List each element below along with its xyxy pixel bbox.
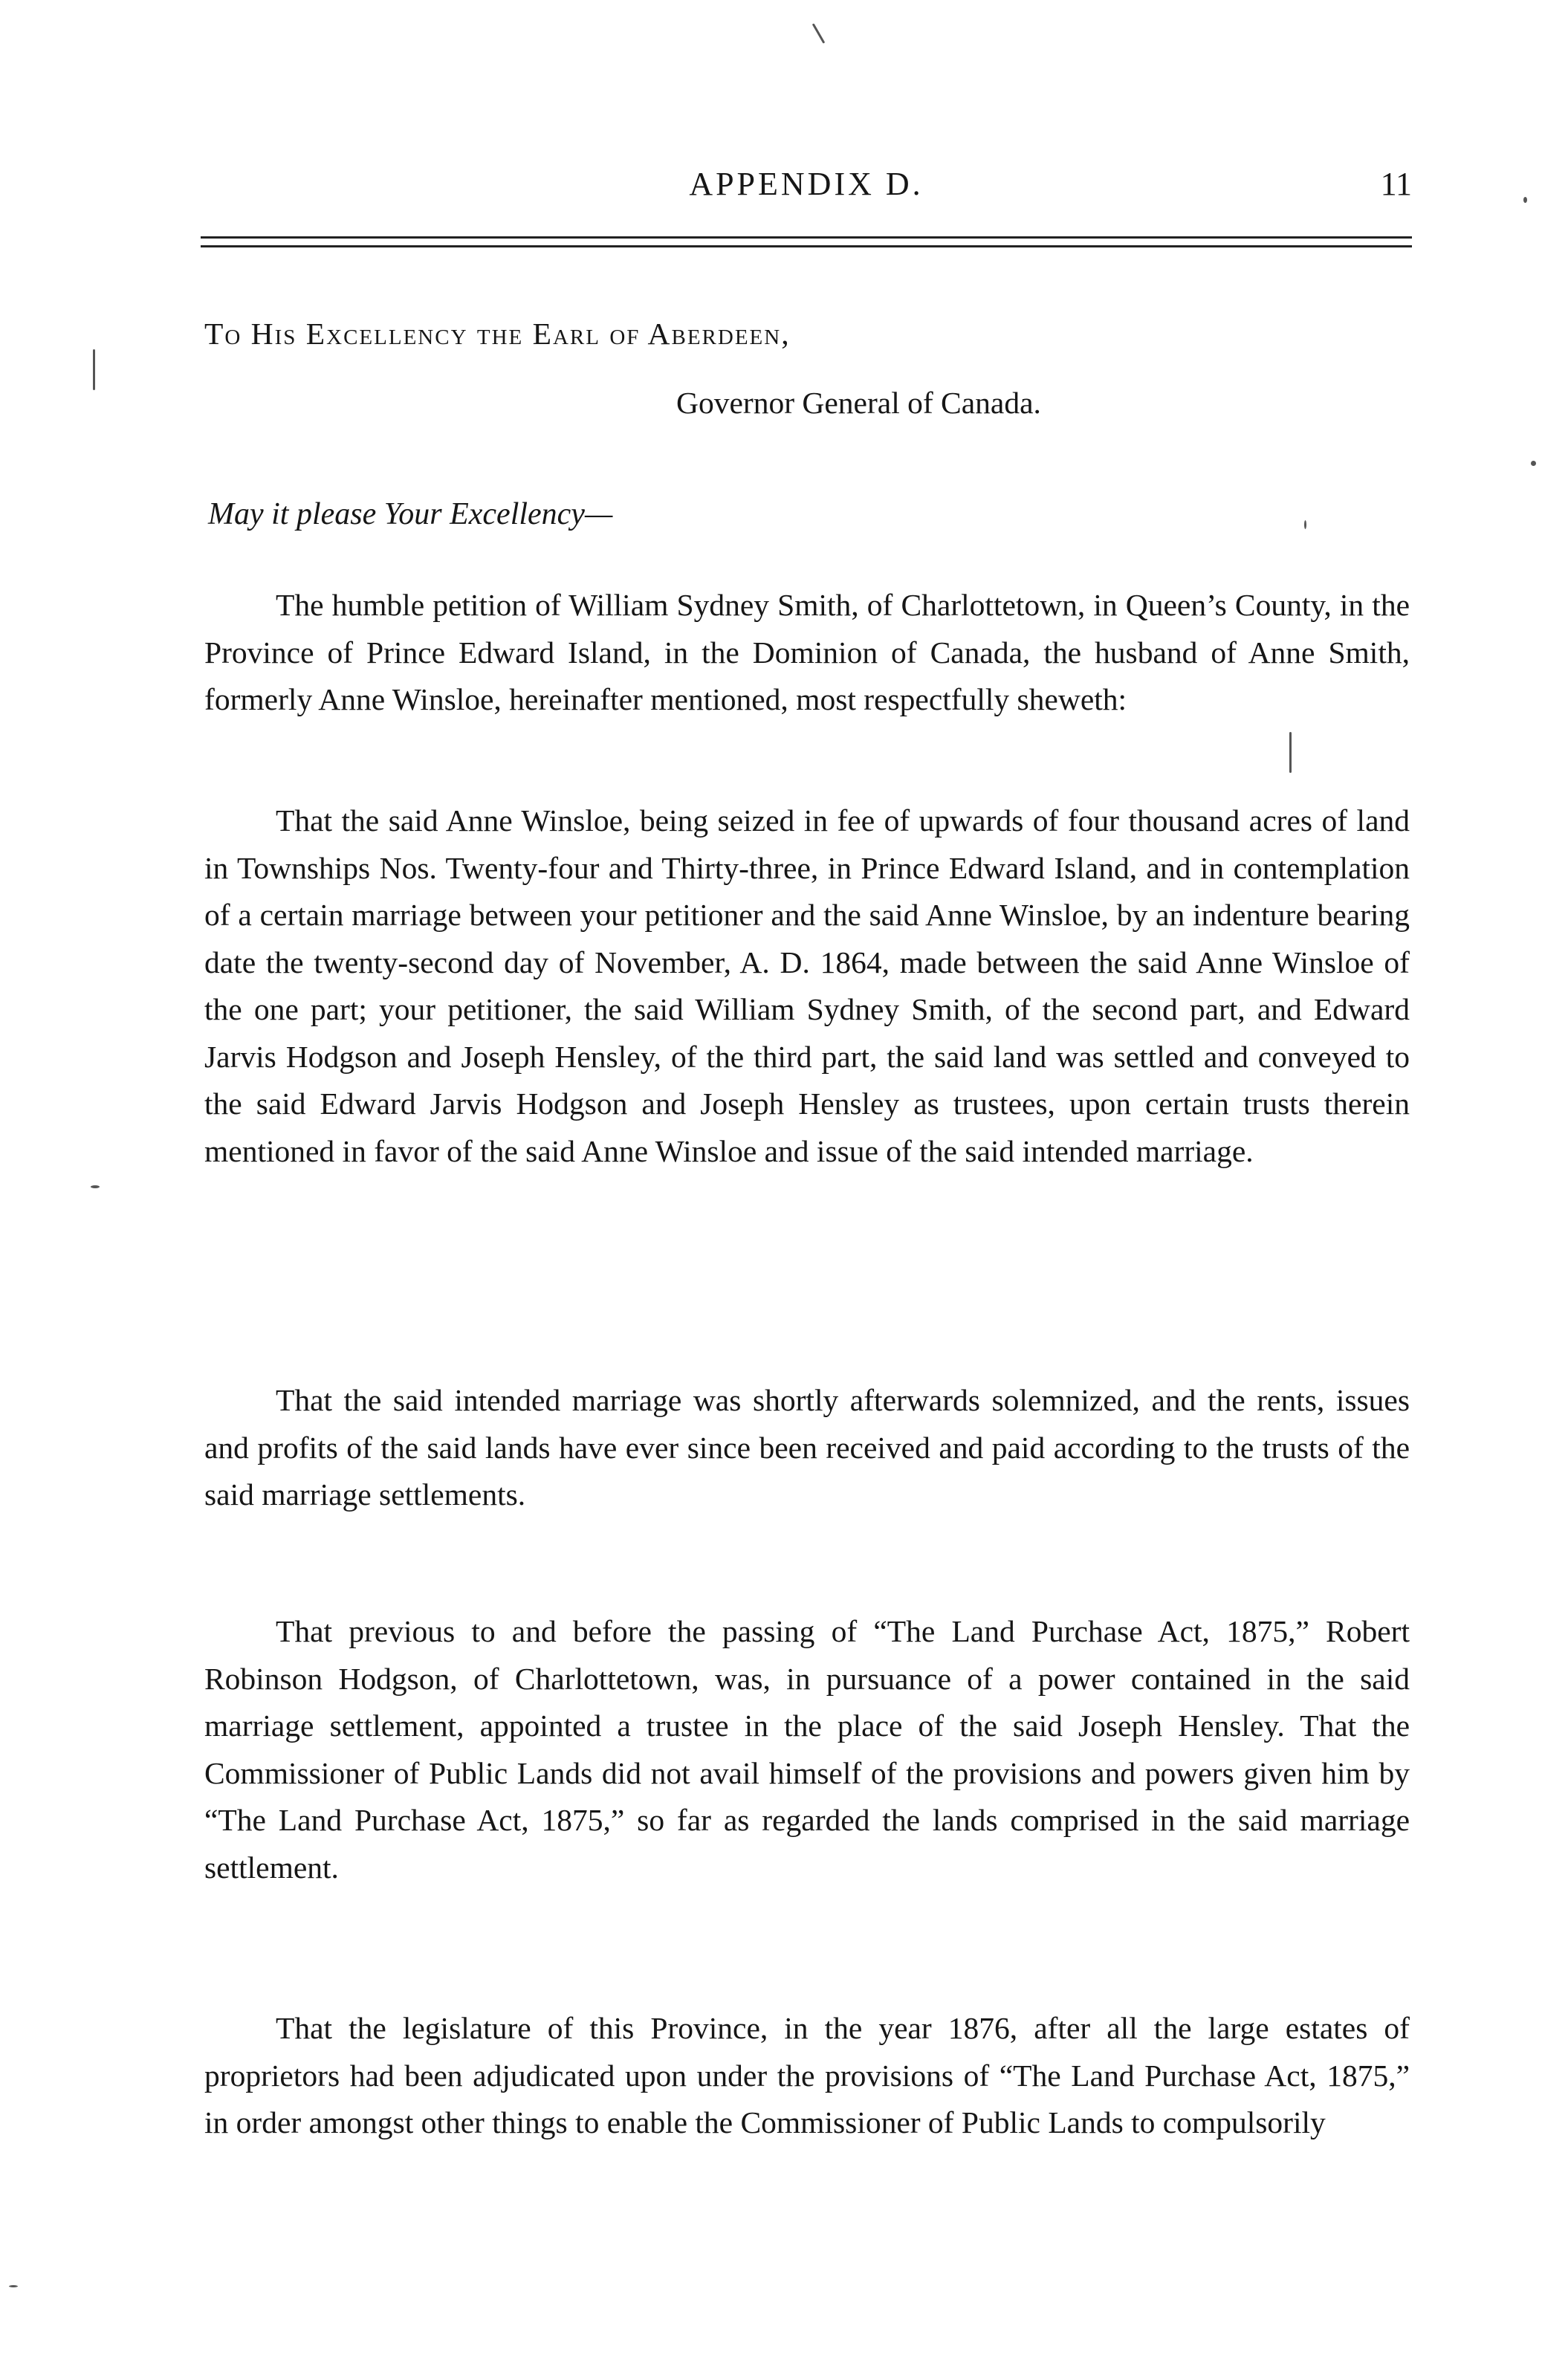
- scan-mark: [1289, 732, 1292, 773]
- header-rule-top: [201, 236, 1412, 239]
- paragraph-land-purchase-act: That previous to and before the passing of “The Land Purchase Act, 1875,” Robert Robinson Hodgson, of Charlottetown, was, in pursuance of a power contained in the said marriage settlement, appointed a trustee in the place of the said Joseph Hensley. That the Commissioner of Public Lands did not avail himself of the provisions and powers given him by “The Land Purchase Act, 1875,” so far as regarded the lands comprised in the said marriage settlement.: [204, 1614, 1410, 1885]
- addressee-designation: Governor General of Canada.: [676, 386, 1041, 420]
- page-number: 11: [1380, 166, 1412, 202]
- running-title: APPENDIX D.: [689, 166, 924, 202]
- addressee-line: To His Excellency the Earl of Aberdeen,: [204, 317, 791, 351]
- scan-mark: [9, 2285, 18, 2287]
- scan-mark: [1531, 461, 1536, 466]
- running-header: [201, 165, 1412, 217]
- scan-mark: [93, 349, 95, 390]
- paragraph-settlement: That the said Anne Winsloe, being seized in fee of upwards of four thousand acres of land in Townships Nos. Twenty-four and Thirty-three, in Prince Edward Island, and in contemplation of a certain marriage between your petitioner and the said Anne Winsloe, by an indenture bearing date the twenty-second day of November, A. D. 1864, made between the said Anne Winsloe of the one part; your petitioner, the said William Sydney Smith, of the second part, and Edward Jarvis Hodgson and Joseph Hensley, of the third part, the said land was settled and conveyed to the said Edward Jarvis Hodgson and Joseph Hensley as trustees, upon certain trusts therein mentioned in favor of the said Anne Winsloe and issue of the said intended marriage.: [204, 803, 1410, 1168]
- paragraph-petition-intro: The humble petition of William Sydney Smith, of Charlottetown, in Queen’s County, in the Province of Prince Edward Island, in the Dominion of Canada, the husband of Anne Smith, formerly Anne Winsloe, hereinafter mentioned, most respectfully sheweth:: [204, 588, 1410, 716]
- paragraph-legislature: That the legislature of this Province, in the year 1876, after all the large estates of proprietors had been adjudicated upon under the provisions of “The Land Purchase Act, 1875,” in order amongst other things to enable the Commissioner of Public Lands to compulsorily: [204, 2011, 1410, 2139]
- scan-mark: [91, 1185, 100, 1188]
- scan-mark: [1304, 520, 1306, 529]
- paragraph-marriage: That the said intended marriage was shortly afterwards solemnized, and the rents, issues and profits of the said lands have ever since been received and paid according to the trusts of the said marriage settlements.: [204, 1383, 1410, 1512]
- scan-mark: [1523, 197, 1527, 203]
- header-rule-bottom: [201, 245, 1412, 247]
- salutation: May it please Your Excellency—: [208, 497, 613, 531]
- scan-mark: [812, 23, 826, 43]
